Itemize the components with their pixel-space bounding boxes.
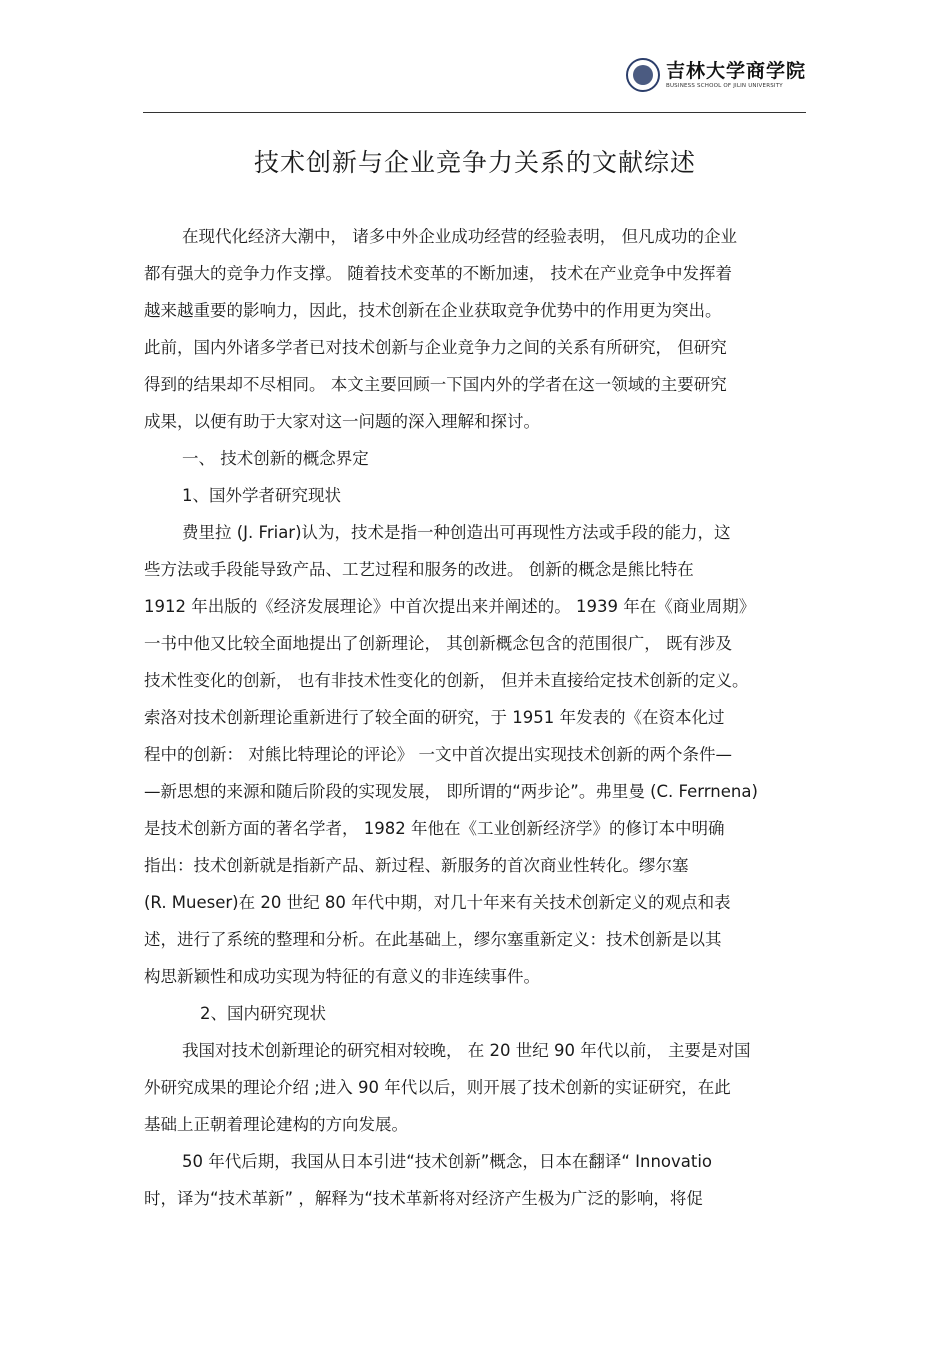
text-line: 越来越重要的影响力，因此，技术创新在企业获取竞争优势中的作用更为突出。: [144, 301, 722, 320]
text-line: 基础上正朝着理论建构的方向发展。: [144, 1115, 408, 1134]
text-line: 成果，以便有助于大家对这一问题的深入理解和探讨。: [144, 412, 540, 431]
logo-chinese-name: 吉林大学商学院: [665, 60, 806, 82]
text-line: 1、国外学者研究现状: [182, 486, 341, 505]
text-line: 构思新颖性和成功实现为特征的有意义的非连续事件。: [144, 967, 540, 986]
text-line: 些方法或手段能导致产品、工艺过程和服务的改进。 创新的概念是熊比特在: [144, 560, 694, 579]
text-line: (R. Mueser)在 20 世纪 80 年代中期，对几十年来有关技术创新定义的观点和表: [144, 893, 731, 912]
text-line: 索洛对技术创新理论重新进行了较全面的研究，于 1951 年发表的《在资本化过: [144, 708, 725, 727]
university-seal-icon: [626, 58, 660, 92]
text-line: 是技术创新方面的著名学者， 1982 年他在《工业创新经济学》的修订本中明确: [144, 819, 725, 838]
text-line: 程中的创新： 对熊比特理论的评论》 一文中首次提出实现技术创新的两个条件—: [144, 745, 732, 764]
text-line: —新思想的来源和随后阶段的实现发展， 即所谓的“两步论”。弗里曼 (C. Ferrnena): [144, 782, 758, 801]
text-line: 费里拉 (J. Friar)认为，技术是指一种创造出可再现性方法或手段的能力，这: [182, 523, 731, 542]
page-header: [143, 52, 806, 114]
document-body: [144, 218, 808, 1217]
text-line: 得到的结果却不尽相同。 本文主要回顾一下国内外的学者在这一领域的主要研究: [144, 375, 727, 394]
text-line: 都有强大的竞争力作支撑。 随着技术变革的不断加速， 技术在产业竞争中发挥着: [144, 264, 732, 283]
document-title: 技术创新与企业竞争力关系的文献综述: [253, 148, 696, 177]
text-line: 1912 年出版的《经济发展理论》中首次提出来并阐述的。 1939 年在《商业周期》: [144, 597, 756, 616]
logo-english-name: BUSINESS SCHOOL OF JILIN UNIVERSITY: [665, 83, 783, 89]
text-line: 2、国内研究现状: [200, 1004, 326, 1023]
text-line: 一、 技术创新的概念界定: [182, 449, 369, 468]
text-line: 述，进行了系统的整理和分析。在此基础上，缪尔塞重新定义：技术创新是以其: [144, 930, 722, 949]
text-line: 技术性变化的创新， 也有非技术性变化的创新， 但并未直接给定技术创新的定义。: [144, 671, 749, 690]
text-line: 在现代化经济大潮中， 诸多中外企业成功经营的经验表明， 但凡成功的企业: [182, 227, 737, 246]
header-divider: [143, 112, 806, 113]
text-line: 外研究成果的理论介绍 ;进入 90 年代以后，则开展了技术创新的实证研究，在此: [144, 1078, 731, 1097]
school-logo: [626, 58, 806, 92]
text-line: 此前，国内外诸多学者已对技术创新与企业竞争力之间的关系有所研究， 但研究: [144, 338, 727, 357]
text-line: 时，译为“技术革新” ，解释为“技术革新将对经济产生极为广泛的影响，将促: [144, 1189, 703, 1208]
text-line: 我国对技术创新理论的研究相对较晚， 在 20 世纪 90 年代以前， 主要是对国: [182, 1041, 751, 1060]
text-line: 指出：技术创新就是指新产品、新过程、新服务的首次商业性转化。缪尔塞: [144, 856, 689, 875]
text-line: 一书中他又比较全面地提出了创新理论， 其创新概念包含的范围很广， 既有涉及: [144, 634, 732, 653]
text-line: 50 年代后期，我国从日本引进“技术创新”概念，日本在翻译“ Innovatio: [182, 1152, 713, 1171]
